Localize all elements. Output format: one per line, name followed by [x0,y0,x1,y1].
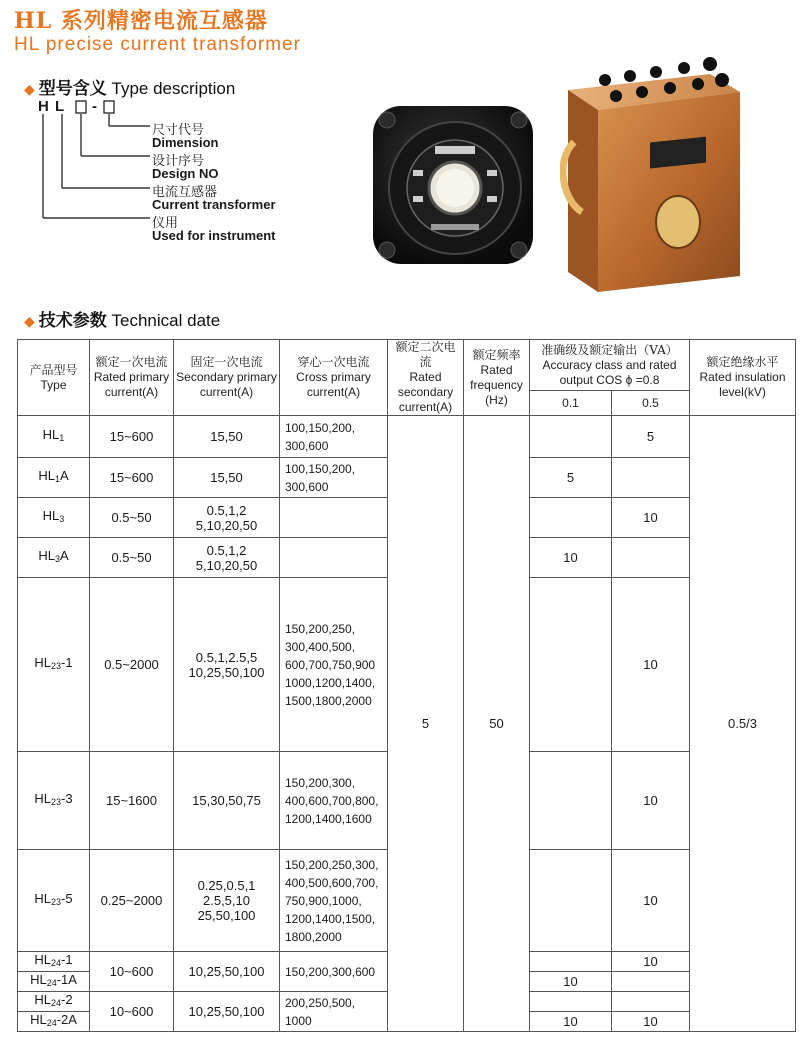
type-cell: $HL_3$ [18,498,90,538]
rated-cell: 15~600 [90,458,174,498]
secondary-cell: 5 [388,416,464,1032]
acc05-cell [612,972,690,992]
acc01-cell [530,498,612,538]
diamond-bullet-icon: ◆ [24,81,35,97]
cross-cell: 150,200,250,300, 400,500,600,700, 750,900,1000, 1200,1400,1500, 1800,2000 [280,850,388,952]
desc-design-en: Design NO [152,166,219,181]
rated-cell: 0.25~2000 [90,850,174,952]
cross-cell [280,538,388,578]
rated-cell: 15~600 [90,416,174,458]
header-type: 产品型号 Type [18,340,90,416]
desc-ct-cn: 电流互感器 [152,184,218,199]
acc01-cell [530,752,612,850]
round-transformer-photo [365,100,545,272]
frequency-cell: 50 [464,416,530,1032]
header-fixed-primary: 固定一次电流 Secondary primary current(A) [174,340,280,416]
rated-cell: 15~1600 [90,752,174,850]
header-rated-primary: 额定一次电流 Rated primary current(A) [90,340,174,416]
type-cell: $HL_{24}-1$ [18,952,90,972]
acc01-cell: 5 [530,458,612,498]
rated-cell: 0.5~50 [90,538,174,578]
rated-cell: 10~600 [90,992,174,1032]
acc05-cell [612,538,690,578]
cross-cell: 150,200,300,600 [280,952,388,992]
acc05-cell: 10 [612,850,690,952]
header-acc-05: 0.5 [612,391,690,416]
acc05-cell [612,458,690,498]
fixed-cell: 0.25,0.5,1 2.5,5,10 25,50,100 [174,850,280,952]
cross-cell: 100,150,200, 300,600 [280,416,388,458]
type-cell: $HL_1$ [18,416,90,458]
fixed-cell: 10,25,50,100 [174,992,280,1032]
acc05-cell: 10 [612,578,690,752]
rated-cell: 0.5~2000 [90,578,174,752]
type-cell: $HL_{24}-2$ [18,992,90,1012]
box-transformer-photo [560,52,746,298]
model-code: H L [38,98,66,115]
page-title-en: HL precise current transformer [14,34,301,55]
type-cell: $HL_1A$ [18,458,90,498]
rated-cell: 10~600 [90,952,174,992]
acc01-cell [530,416,612,458]
fixed-cell: 15,50 [174,458,280,498]
header-rated-secondary: 额定二次电流 Rated secondary current(A) [388,340,464,416]
desc-instrument-en: Used for instrument [152,228,276,243]
insulation-cell: 0.5/3 [690,416,796,1032]
diamond-bullet-icon: ◆ [24,313,35,329]
header-frequency: 额定频率 Rated frequency (Hz) [464,340,530,416]
type-cell: $HL_{23}-1$ [18,578,90,752]
desc-dimension-cn: 尺寸代号 [152,122,205,137]
fixed-cell: 10,25,50,100 [174,952,280,992]
spec-table [17,339,796,1032]
acc01-cell [530,992,612,1012]
acc05-cell: 10 [612,1012,690,1032]
acc01-cell [530,952,612,972]
desc-ct-en: Current transformer [152,197,276,212]
fixed-cell: 0.5,1,2 5,10,20,50 [174,538,280,578]
acc05-cell: 10 [612,952,690,972]
acc05-cell: 10 [612,498,690,538]
type-cell: $HL_{23}-3$ [18,752,90,850]
table-row [18,416,796,458]
fixed-cell: 15,50 [174,416,280,458]
acc05-cell: 5 [612,416,690,458]
rated-cell: 0.5~50 [90,498,174,538]
type-description-heading: ◆ 型号含义 Type description [24,79,236,98]
desc-instrument-cn: 仪用 [152,215,179,230]
acc01-cell: 10 [530,538,612,578]
desc-design-cn: 设计序号 [152,153,205,168]
cross-cell: 150,200,300, 400,600,700,800, 1200,1400,1600 [280,752,388,850]
acc01-cell [530,578,612,752]
acc01-cell: 10 [530,1012,612,1032]
cross-cell: 100,150,200, 300,600 [280,458,388,498]
acc01-cell [530,850,612,952]
cross-cell: 150,200,250, 300,400,500, 600,700,750,900 1000,1200,1400, 1500,1800,2000 [280,578,388,752]
type-cell: $HL_{23}-5$ [18,850,90,952]
code-dash: - [92,98,97,115]
fixed-cell: 15,30,50,75 [174,752,280,850]
cross-cell [280,498,388,538]
header-cross-primary: 穿心一次电流 Cross primary current(A) [280,340,388,416]
type-cell: $HL_3A$ [18,538,90,578]
header-insulation: 额定绝缘水平 Rated insulation level(kV) [690,340,796,416]
code-box-dimension [104,101,114,113]
page-title-cn: HL 系列精密电流互感器 [14,8,268,34]
fixed-cell: 0.5,1,2.5,5 10,25,50,100 [174,578,280,752]
acc01-cell: 10 [530,972,612,992]
acc05-cell [612,992,690,1012]
code-box-design [76,101,86,113]
type-cell: $HL_{24}-1A$ [18,972,90,992]
type-cell: $HL_{24}-2A$ [18,1012,90,1032]
header-accuracy: 准确级及额定输出（VA） Accuracy class and rated output COS ϕ =0.8 [530,340,690,391]
acc05-cell: 10 [612,752,690,850]
header-acc-01: 0.1 [530,391,612,416]
cross-cell: 200,250,500, 1000 [280,992,388,1032]
desc-dimension-en: Dimension [152,135,219,150]
technical-heading: ◆ 技术参数 Technical date [24,311,221,330]
fixed-cell: 0.5,1,2 5,10,20,50 [174,498,280,538]
